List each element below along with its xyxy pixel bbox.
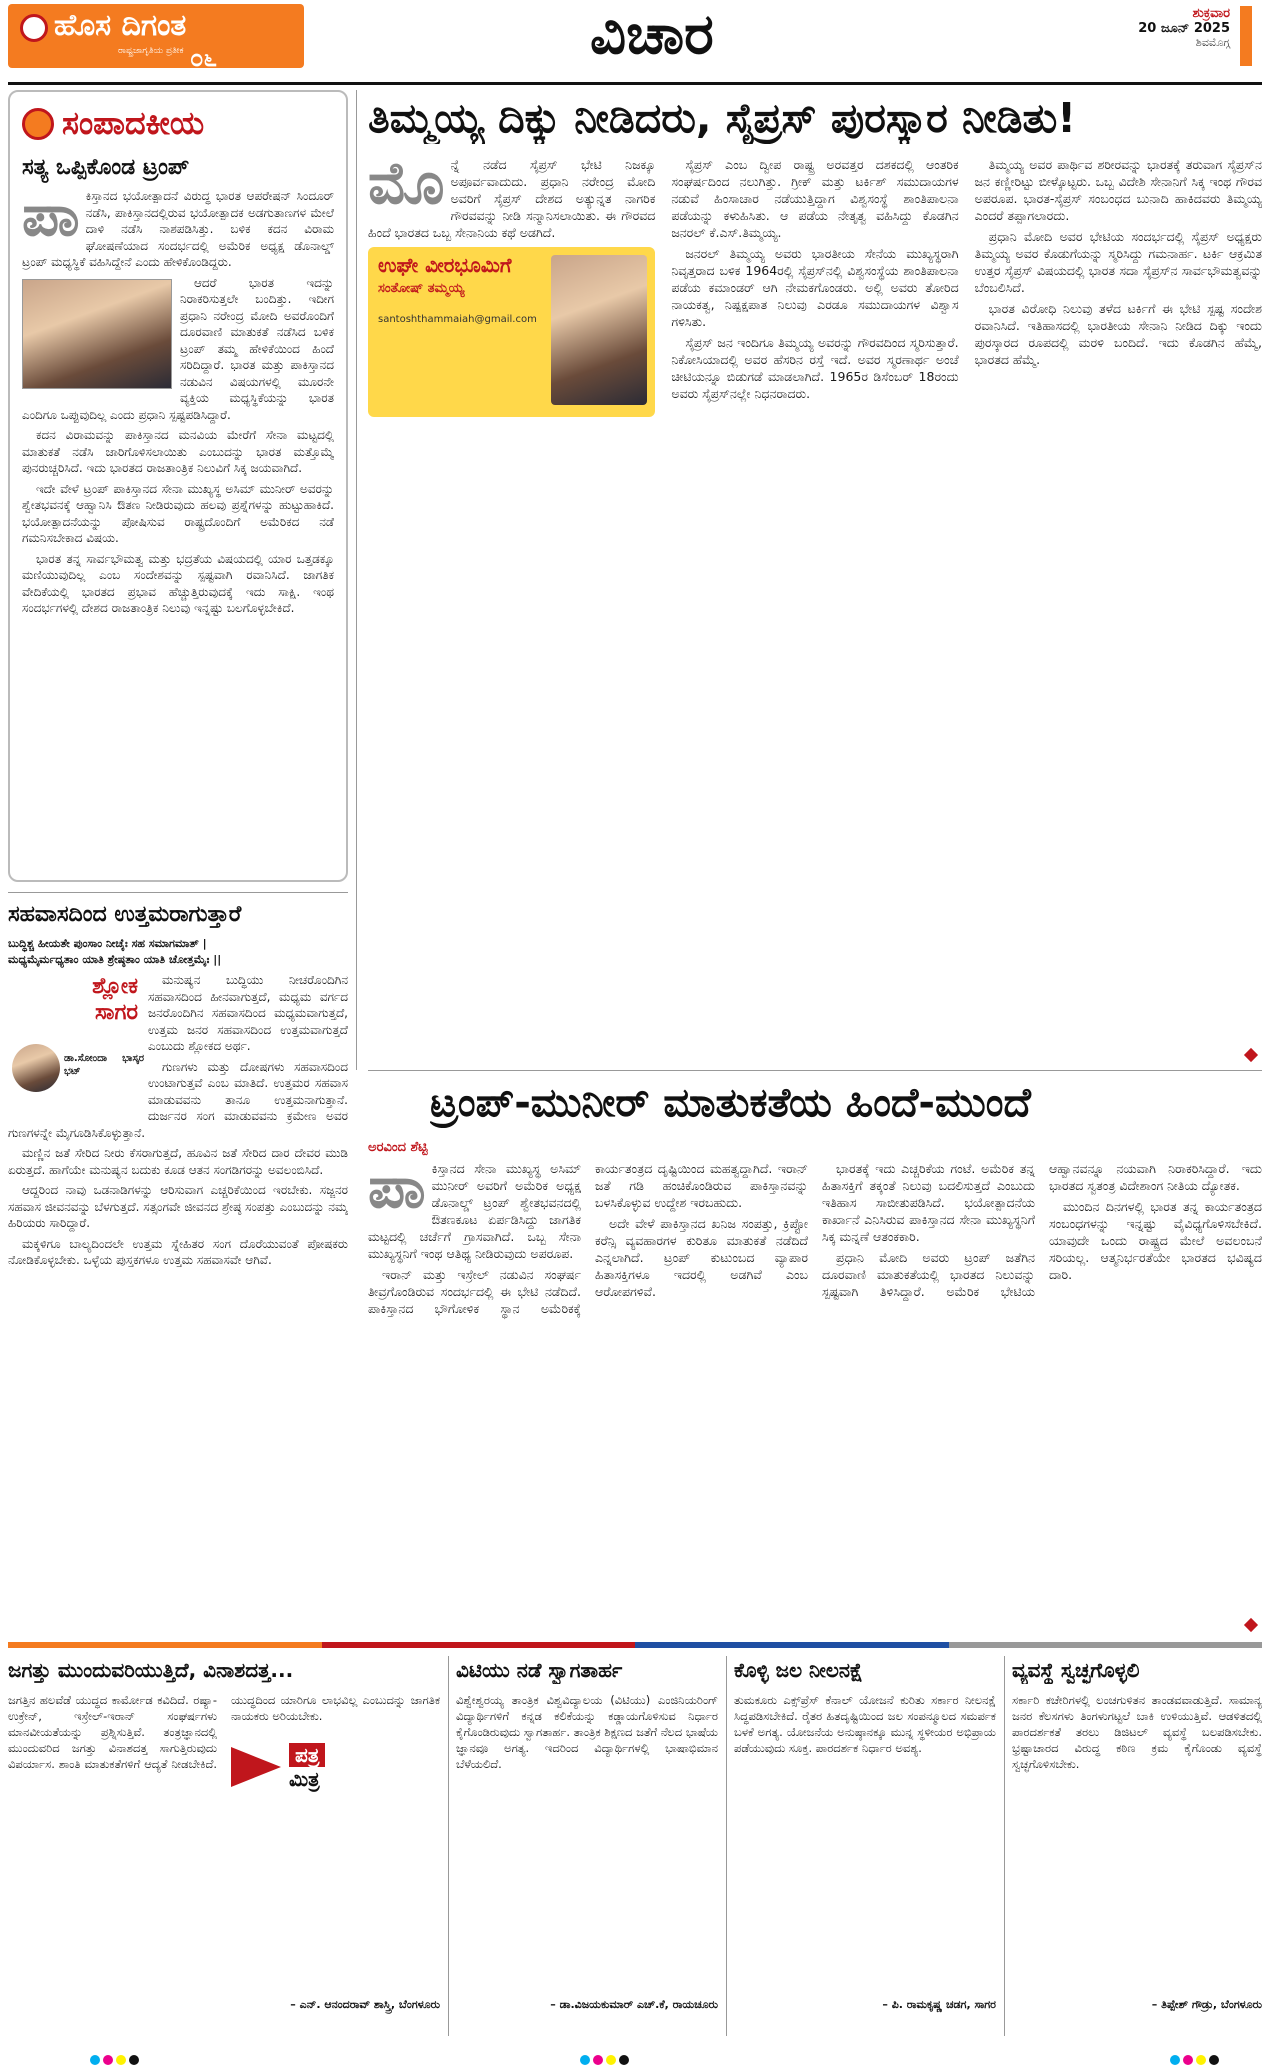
patra-label: ಪತ್ರ: [289, 1743, 325, 1767]
column-badge: [8, 974, 144, 1114]
second-paragraph: ಪ್ರಧಾನಿ ಮೋದಿ ಅವರು ಟ್ರಂಪ್ ಜತೆಗಿನ ದೂರವಾಣಿ ಮಾತುಕತೆಯಲ್ಲಿ ಭಾರತದ ನಿಲುವನ್ನು ಸ್ಪಷ್ಟವಾಗಿ ತಿಳಿಸಿದ್ದಾರೆ. ಅಮೆರಿಕ ಭೇಟಿಯ ಆಹ್ವಾನವನ್ನೂ ನಯವಾಗಿ ನಿರಾಕರಿಸಿದ್ದಾರೆ. ಇದು ಭಾರತದ ಸ್ವತಂತ್ರ ವಿದೇಶಾಂಗ ನೀತಿಯ ದ್ಯೋತಕ.: [822, 1161, 1262, 1299]
main-paragraph: ನ್ನೆ ನಡೆದ ಸೈಪ್ರಸ್ ಭೇಟಿ ನಿಜಕ್ಕೂ ಅಪೂರ್ವವಾದುದು. ಪ್ರಧಾನಿ ನರೇಂದ್ರ ಮೋದಿ ಅವರಿಗೆ ಸೈಪ್ರಸ್ ದೇಶದ ಅತ್ಯುನ್ನತ ನಾಗರಿಕ ಗೌರವವನ್ನು ನೀಡಿ ಸನ್ಮಾನಿಸಲಾಯಿತು. ಈ ಗೌರವದ ಹಿಂದೆ ಭಾರತದ ಒಬ್ಬ ಸೇನಾನಿಯ ಕಥೆ ಅಡಗಿದೆ.: [368, 157, 656, 240]
second-headline: ಟ್ರಂಪ್-ಮುನೀರ್ ಮಾತುಕತೆಯ ಹಿಂದೆ-ಮುಂದೆ: [430, 1080, 1031, 1126]
magenta-dot-icon: [103, 2055, 113, 2065]
letter-signature: – ಎನ್. ಆನಂದರಾವ್ ಶಾಸ್ತ್ರಿ, ಬೆಂಗಳೂರು: [290, 1998, 440, 2011]
main-headline: ತಿಮ್ಮಯ್ಯ ದಿಕ್ಕು ನೀಡಿದರು, ಸೈಪ್ರಸ್ ಪುರಸ್ಕಾರ ನೀಡಿತು!: [368, 94, 1076, 142]
letter-body: ಸರ್ಕಾರಿ ಕಚೇರಿಗಳಲ್ಲಿ ಲಂಚಗುಳಿತನ ತಾಂಡವವಾಡುತ್ತಿದೆ. ಸಾಮಾನ್ಯ ಜನರ ಕೆಲಸಗಳು ತಿಂಗಳುಗಟ್ಟಲೆ ಬಾಕಿ ಉಳಿಯುತ್ತಿವೆ. ಆಡಳಿತದಲ್ಲಿ ಪಾರದರ್ಶಕತೆ ತರಲು ಡಿಜಿಟಲ್ ವ್ಯವಸ್ಥೆ ಬಲಪಡಿಸಬೇಕು. ಭ್ರಷ್ಟಾಚಾರದ ವಿರುದ್ಧ ಕಠಿಣ ಕ್ರಮ ಕೈಗೊಂಡು ವ್ಯವಸ್ಥೆ ಸ್ವಚ್ಛಗೊಳಿಸಬೇಕು.: [1012, 1693, 1262, 1771]
letter-title: ವ್ಯವಸ್ಥೆ ಸ್ವಚ್ಛಗೊಳ್ಳಲಿ: [1012, 1658, 1140, 1682]
letters-top-bar: [8, 1642, 1262, 1648]
main-article-body: [368, 156, 1262, 1056]
bar-segment: [322, 1642, 636, 1648]
third-paragraph: ಗುಣಗಳು ಮತ್ತು ದೋಷಗಳು ಸಹವಾಸದಿಂದ ಉಂಟಾಗುತ್ತವೆ ಎಂಬ ಮಾತಿದೆ. ಉತ್ತಮರ ಸಹವಾಸ ಮಾಡುವವನು ತಾನೂ ಉತ್ತಮನಾಗುತ್ತಾನೆ. ದುರ್ಜನರ ಸಂಗ ಮಾಡುವವನು ಕ್ರಮೇಣ ಅವರ ಗುಣಗಳನ್ನೇ ಮೈಗೂಡಿಸಿಕೊಳ್ಳುತ್ತಾನೆ.: [8, 1059, 348, 1140]
masthead-divider: [8, 82, 1262, 85]
letter-body: ತುಮಕೂರು ಎಕ್ಸ್‌ಪ್ರೆಸ್ ಕೆನಾಲ್ ಯೋಜನೆ ಕುರಿತು ಸರ್ಕಾರ ನೀಲನಕ್ಷೆ ಸಿದ್ಧಪಡಿಸಬೇಕಿದೆ. ರೈತರ ಹಿತದೃಷ್ಟಿಯಿಂದ ಜಲ ಸಂಪನ್ಮೂಲದ ಸಮರ್ಪಕ ಬಳಕೆ ಅಗತ್ಯ. ಯೋಜನೆಯ ಅನುಷ್ಠಾನಕ್ಕೂ ಮುನ್ನ ಸ್ಥಳೀಯರ ಅಭಿಪ್ರಾಯ ಪಡೆಯುವುದು ಸೂಕ್ತ. ಪಾರದರ್ಶಕ ನಿರ್ಧಾರ ಅವಶ್ಯ.: [734, 1693, 996, 1755]
author-photo: [551, 255, 647, 405]
letter-body: ವಿಶ್ವೇಶ್ವರಯ್ಯ ತಾಂತ್ರಿಕ ವಿಶ್ವವಿದ್ಯಾಲಯ (ವಿಟಿಯು) ಎಂಜಿನಿಯರಿಂಗ್ ವಿದ್ಯಾರ್ಥಿಗಳಿಗೆ ಕನ್ನಡ ಕಲಿಕೆಯನ್ನು ಕಡ್ಡಾಯಗೊಳಿಸುವ ನಿರ್ಧಾರ ಕೈಗೊಂಡಿರುವುದು ಸ್ವಾಗತಾರ್ಹ. ತಾಂತ್ರಿಕ ಶಿಕ್ಷಣದ ಜತೆಗೆ ನೆಲದ ಭಾಷೆಯ ಜ್ಞಾನವೂ ಅಗತ್ಯ. ಇದರಿಂದ ವಿದ್ಯಾರ್ಥಿಗಳಲ್ಲಿ ಭಾಷಾಭಿಮಾನ ಬೆಳೆಯಲಿದೆ.: [456, 1693, 718, 1771]
cyan-dot-icon: [90, 2055, 100, 2065]
editorial-paragraph: ಆದರೆ ಭಾರತ ಇದನ್ನು ನಿರಾಕರಿಸುತ್ತಲೇ ಬಂದಿತ್ತು. ಇದೀಗ ಪ್ರಧಾನಿ ನರೇಂದ್ರ ಮೋದಿ ಅವರೊಂದಿಗೆ ದೂರವಾಣಿ ಮಾತುಕತೆ ನಡೆಸಿದ ಬಳಿಕ ಟ್ರಂಪ್ ತಮ್ಮ ಹೇಳಿಕೆಯಿಂದ ಹಿಂದೆ ಸರಿದಿದ್ದಾರೆ. ಭಾರತ ಮತ್ತು ಪಾಕಿಸ್ತಾನದ ನಡುವಿನ ವಿಷಯಗಳಲ್ಲಿ ಮೂರನೇ ವ್ಯಕ್ತಿಯ ಮಧ್ಯಸ್ಥಿಕೆಯನ್ನು ಭಾರತ ಎಂದಿಗೂ ಒಪ್ಪುವುದಿಲ್ಲ ಎಂದು ಪ್ರಧಾನಿ ಸ್ಪಷ್ಟಪಡಿಸಿದ್ದಾರೆ.: [22, 275, 334, 422]
page-number: ೦೬: [190, 44, 217, 72]
editorial-paragraph: ಭಾರತ ತನ್ನ ಸಾರ್ವಭೌಮತ್ವ ಮತ್ತು ಭದ್ರತೆಯ ವಿಷಯದಲ್ಲಿ ಯಾರ ಒತ್ತಡಕ್ಕೂ ಮಣಿಯುವುದಿಲ್ಲ ಎಂಬ ಸಂದೇಶವನ್ನು ಸ್ಪಷ್ಟವಾಗಿ ರವಾನಿಸಿದೆ. ಜಾಗತಿಕ ವೇದಿಕೆಯಲ್ಲಿ ಭಾರತದ ಪ್ರಭಾವ ಹೆಚ್ಚುತ್ತಿರುವುದಕ್ಕೆ ಇದು ಸಾಕ್ಷಿ. ಇಂಥ ಸಂದರ್ಭಗಳಲ್ಲಿ ದೇಶದ ರಾಜತಾಂತ್ರಿಕ ನಿಲುವು ಇನ್ನಷ್ಟು ಬಲಗೊಳ್ಳಬೇಕಿದೆ.: [22, 551, 334, 615]
logo-emblem-icon: [20, 14, 48, 42]
issue-city: ಶಿವಮೊಗ್ಗ: [1195, 36, 1230, 49]
patra-mitra-label: [289, 1743, 325, 1791]
paper-tagline: ರಾಷ್ಟ್ರಜಾಗೃತಿಯ ಪ್ರತೀಕ: [118, 46, 184, 56]
issue-day: ಶುಕ್ರವಾರ: [1192, 6, 1230, 21]
second-paragraph: ಮುಂದಿನ ದಿನಗಳಲ್ಲಿ ಭಾರತ ತನ್ನ ಕಾರ್ಯತಂತ್ರದ ಸಂಬಂಧಗಳನ್ನು ಇನ್ನಷ್ಟು ವೈವಿಧ್ಯಗೊಳಿಸಬೇಕಿದೆ. ಯಾವುದೇ ಒಂದು ರಾಷ್ಟ್ರದ ಮೇಲೆ ಅವಲಂಬನೆ ಸರಿಯಲ್ಲ. ಆತ್ಮನಿರ್ಭರತೆಯೇ ಭಾರತದ ಭವಿಷ್ಯದ ದಾರಿ.: [1049, 1199, 1262, 1282]
paper-plane-icon: [231, 1747, 281, 1787]
editorial-dropcap: ಪಾ: [22, 188, 80, 249]
column-name: ಶ್ಲೋಕ ಸಾಗರ: [92, 974, 138, 1025]
yellow-dot-icon: [606, 2055, 616, 2065]
column-name: ಉಘೇ ವೀರಭೂಮಿಗೆ: [378, 253, 512, 277]
issue-info: [1070, 6, 1230, 50]
main-dropcap: ಮೊ: [368, 156, 445, 217]
main-paragraph: ಸೈಪ್ರಸ್ ಎಂಬ ದ್ವೀಪ ರಾಷ್ಟ್ರ ಅರವತ್ತರ ದಶಕದಲ್ಲಿ ಆಂತರಿಕ ಸಂಘರ್ಷದಿಂದ ನಲುಗಿತ್ತು. ಗ್ರೀಕ್ ಮತ್ತು ಟರ್ಕಿಶ್ ಸಮುದಾಯಗಳ ನಡುವೆ ಹಿಂಸಾಚಾರ ನಡೆಯುತ್ತಿದ್ದಾಗ ವಿಶ್ವಸಂಸ್ಥೆ ಶಾಂತಿಪಾಲನಾ ಪಡೆಯನ್ನು ಕಳುಹಿಸಿತು. ಆ ಪಡೆಯ ನೇತೃತ್ವ ವಹಿಸಿದ್ದು ಕೊಡಗಿನ ಜನರಲ್ ಕೆ.ಎಸ್.ತಿಮ್ಮಯ್ಯ.: [671, 157, 959, 240]
letter-signature: – ಡಾ.ವಿಜಯಕುಮಾರ್ ಎಚ್.ಕೆ, ರಾಯಚೂರು: [550, 1998, 718, 2011]
section-title: ವಿಚಾರ: [590, 2, 714, 67]
letter-signature: – ಪಿ. ರಾಮಕೃಷ್ಣ ಚಡಗ, ಸಾಗರ: [882, 1998, 996, 2011]
issue-date: 20 ಜೂನ್ 2025: [1138, 21, 1230, 36]
main-paragraph: ಪ್ರಧಾನಿ ಮೋದಿ ಅವರ ಭೇಟಿಯ ಸಂದರ್ಭದಲ್ಲಿ ಸೈಪ್ರಸ್ ಅಧ್ಯಕ್ಷರು ತಿಮ್ಮಯ್ಯ ಅವರ ಕೊಡುಗೆಯನ್ನು ಸ್ಮರಿಸಿದ್ದು ಗಮನಾರ್ಹ. ಟರ್ಕಿ ಆಕ್ರಮಿತ ಉತ್ತರ ಸೈಪ್ರಸ್ ವಿಷಯದಲ್ಲಿ ಭಾರತ ಸದಾ ಸೈಪ್ರಸ್‌ನ ಸಾರ್ವಭೌಮತ್ವವನ್ನು ಬೆಂಬಲಿಸಿದೆ.: [974, 229, 1262, 295]
third-paragraph: ಮಕ್ಕಳಿಗೂ ಬಾಲ್ಯದಿಂದಲೇ ಉತ್ತಮ ಸ್ನೇಹಿತರ ಸಂಗ ದೊರೆಯುವಂತೆ ಪೋಷಕರು ನೋಡಿಕೊಳ್ಳಬೇಕು. ಒಳ್ಳೆಯ ಪುಸ್ತಕಗಳೂ ಉತ್ತಮ ಸಹವಾಸವೇ ಆಗಿವೆ.: [8, 1236, 348, 1267]
second-paragraph: ಕಿಸ್ತಾನದ ಸೇನಾ ಮುಖ್ಯಸ್ಥ ಅಸಿಮ್ ಮುನೀರ್ ಅವರಿಗೆ ಅಮೆರಿಕ ಅಧ್ಯಕ್ಷ ಡೊನಾಲ್ಡ್ ಟ್ರಂಪ್ ಶ್ವೇತಭವನದಲ್ಲಿ ಔತಣಕೂಟ ಏರ್ಪಡಿಸಿದ್ದು ಜಾಗತಿಕ ಮಟ್ಟದಲ್ಲಿ ಚರ್ಚೆಗೆ ಗ್ರಾಸವಾಗಿದೆ. ಒಬ್ಬ ಸೇನಾ ಮುಖ್ಯಸ್ಥನಿಗೆ ಇಂಥ ಆತಿಥ್ಯ ನೀಡಿರುವುದು ಅಪರೂಪ.: [368, 1161, 581, 1261]
author-box: [368, 247, 655, 417]
masthead: [0, 0, 1270, 76]
letters-divider: [1004, 1656, 1005, 2036]
column-divider: [356, 90, 357, 1070]
columnist-name: ಡಾ.ಸೋಂದಾ ಭಾಸ್ಕರ ಭಟ್: [64, 1053, 144, 1077]
section-divider: [368, 1070, 1262, 1071]
main-paragraph: ಭಾರತ ವಿರೋಧಿ ನಿಲುವು ತಳೆದ ಟರ್ಕಿಗೆ ಈ ಭೇಟಿ ಸ್ಪಷ್ಟ ಸಂದೇಶ ರವಾನಿಸಿದೆ. ಇತಿಹಾಸದಲ್ಲಿ ಭಾರತೀಯ ಸೇನಾನಿ ನೀಡಿದ ದಿಕ್ಕು ಇಂದು ಪುರಸ್ಕಾರದ ರೂಪದಲ್ಲಿ ಮರಳಿ ಬಂದಿದೆ. ಇದು ಕೊಡಗಿನ ಹೆಮ್ಮೆ, ಭಾರತದ ಹೆಮ್ಮೆ.: [974, 301, 1262, 367]
second-paragraph: ಅದೇ ವೇಳೆ ಪಾಕಿಸ್ತಾನದ ಖನಿಜ ಸಂಪತ್ತು, ಕ್ರಿಪ್ಟೋ ಕರೆನ್ಸಿ ವ್ಯವಹಾರಗಳ ಕುರಿತೂ ಮಾತುಕತೆ ನಡೆದಿದೆ ಎನ್ನಲಾಗಿದೆ. ಟ್ರಂಪ್ ಕುಟುಂಬದ ವ್ಯಾಪಾರ ಹಿತಾಸಕ್ತಿಗಳೂ ಇದರಲ್ಲಿ ಅಡಗಿವೆ ಎಂಬ ಆರೋಪಗಳಿವೆ.: [595, 1216, 808, 1299]
second-paragraph: ಇರಾನ್ ಮತ್ತು ಇಸ್ರೇಲ್ ನಡುವಿನ ಸಂಘರ್ಷ ತೀವ್ರಗೊಂಡಿರುವ ಸಂದರ್ಭದಲ್ಲಿ ಈ ಭೇಟಿ ನಡೆದಿದೆ. ಪಾಕಿಸ್ತಾನದ ಭೌಗೋಳಿಕ ಸ್ಥಾನ ಅಮೆರಿಕಕ್ಕೆ ಕಾರ್ಯತಂತ್ರದ ದೃಷ್ಟಿಯಿಂದ ಮಹತ್ವದ್ದಾಗಿದೆ. ಇರಾನ್ ಜತೆ ಗಡಿ ಹಂಚಿಕೊಂಡಿರುವ ಪಾಕಿಸ್ತಾನವನ್ನು ಬಳಸಿಕೊಳ್ಳುವ ಉದ್ದೇಶ ಇರಬಹುದು.: [368, 1161, 808, 1316]
letter-title: ಜಗತ್ತು ಮುಂದುವರಿಯುತ್ತಿದೆ, ವಿನಾಶದತ್ತ...: [8, 1658, 294, 1682]
shloka-intro: [8, 936, 348, 968]
bar-segment: [635, 1642, 949, 1648]
editorial-box: [8, 90, 348, 882]
trump-photo: [22, 279, 172, 389]
registration-marks: [580, 2050, 632, 2068]
second-dropcap: ಪಾ: [368, 1160, 426, 1221]
black-dot-icon: [1209, 2055, 1219, 2065]
third-paragraph: ಮನುಷ್ಯನ ಬುದ್ಧಿಯು ನೀಚರೊಂದಿಗಿನ ಸಹವಾಸದಿಂದ ಹೀನವಾಗುತ್ತದೆ, ಮಧ್ಯಮ ವರ್ಗದ ಜನರೊಂದಿಗಿನ ಸಹವಾಸದಿಂದ ಮಧ್ಯಮವಾಗುತ್ತದೆ, ಉತ್ತಮ ಜನರ ಸಹವಾಸದಿಂದ ಉತ್ತಮವಾಗುತ್ತದೆ ಎಂಬುದು ಶ್ಲೋಕದ ಅರ್ಥ.: [148, 973, 348, 1053]
letters-divider: [448, 1656, 449, 2036]
shloka-line: ಮಧ್ಯಮೈರ್ಮಧ್ಯತಾಂ ಯಾತಿ ಶ್ರೇಷ್ಠತಾಂ ಯಾತಿ ಚೋತ್ತಮೈಃ ||: [8, 953, 222, 966]
bar-segment: [8, 1642, 322, 1648]
cyan-dot-icon: [1170, 2055, 1180, 2065]
letter-signature: – ತಿಪ್ಪೇಶ್ ಗೌಡ್ರು, ಬೆಂಗಳೂರು: [1151, 1998, 1262, 2011]
second-article-body: [368, 1160, 1262, 1630]
editorial-label-row: [22, 104, 334, 143]
third-paragraph: ಮಣ್ಣಿನ ಜತೆ ಸೇರಿದ ನೀರು ಕೆಸರಾಗುತ್ತದೆ, ಹೂವಿನ ಜತೆ ಸೇರಿದ ದಾರ ದೇವರ ಮುಡಿ ಏರುತ್ತದೆ. ಹಾಗೆಯೇ ಮನುಷ್ಯನ ಬದುಕು ಕೂಡ ಆತನ ಸಂಗಡಿಗರನ್ನು ಅವಲಂಬಿಸಿದೆ.: [8, 1146, 348, 1177]
second-byline: ಅರವಿಂದ ಶೆಟ್ಟಿ: [368, 1140, 428, 1155]
second-paragraph: ಭಾರತಕ್ಕೆ ಇದು ಎಚ್ಚರಿಕೆಯ ಗಂಟೆ. ಅಮೆರಿಕ ತನ್ನ ಹಿತಾಸಕ್ತಿಗೆ ತಕ್ಕಂತೆ ನಿಲುವು ಬದಲಿಸುತ್ತದೆ ಎಂಬುದು ಇತಿಹಾಸ ಸಾಬೀತುಪಡಿಸಿದೆ. ಭಯೋತ್ಪಾದನೆಯ ಕಾರ್ಖಾನೆ ಎನಿಸಿರುವ ಪಾಕಿಸ್ತಾನದ ಸೇನಾ ಮುಖ್ಯಸ್ಥನಿಗೆ ಸಿಕ್ಕ ಮನ್ನಣೆ ಆತಂಕಕಾರಿ.: [822, 1161, 1035, 1244]
mitra-label: ಮಿತ್ರ: [289, 1767, 320, 1791]
editorial-paragraph: ಕಿಸ್ತಾನದ ಭಯೋತ್ಪಾದನೆ ವಿರುದ್ಧ ಭಾರತ ಆಪರೇಷನ್ ಸಿಂದೂರ್ ನಡೆಸಿ, ಪಾಕಿಸ್ತಾನದಲ್ಲಿರುವ ಭಯೋತ್ಪಾದಕ ಅಡಗುತಾಣಗಳ ಮೇಲೆ ದಾಳಿ ನಡೆಸಿ ನಾಶಪಡಿಸಿತ್ತು. ಬಳಿಕ ಕದನ ವಿರಾಮ ಘೋಷಣೆಯಾದ ಸಂದರ್ಭದಲ್ಲಿ ಅಮೆರಿಕ ಅಧ್ಯಕ್ಷ ಡೊನಾಲ್ಡ್ ಟ್ರಂಪ್ ಮಧ್ಯಸ್ಥಿಕೆ ವಹಿಸಿದ್ದೇನೆ ಎಂದು ಹೇಳಿಕೊಂಡಿದ್ದರು.: [22, 189, 334, 269]
letter-text: ಜಗತ್ತಿನ ಹಲವೆಡೆ ಯುದ್ಧದ ಕಾರ್ಮೋಡ ಕವಿದಿದೆ. ರಷ್ಯಾ-ಉಕ್ರೇನ್, ಇಸ್ರೇಲ್-ಇರಾನ್ ಸಂಘರ್ಷಗಳು ಮಾನವೀಯತೆಯನ್ನು ಪ್ರಶ್ನಿಸುತ್ತಿವೆ. ತಂತ್ರಜ್ಞಾನದಲ್ಲಿ ಮುಂದುವರಿದ ಜಗತ್ತು ವಿನಾಶದತ್ತ ಸಾಗುತ್ತಿರುವುದು ವಿಪರ್ಯಾಸ. ಶಾಂತಿ ಮಾತುಕತೆಗಳಿಗೆ ಆದ್ಯತೆ ನೀಡಬೇಕಿದೆ. ಯುದ್ಧದಿಂದ ಯಾರಿಗೂ ಲಾಭವಿಲ್ಲ ಎಂಬುದನ್ನು ಜಾಗತಿಕ ನಾಯಕರು ಅರಿಯಬೇಕು.: [8, 1693, 440, 1771]
editorial-label: ಸಂಪಾದಕೀಯ: [62, 104, 205, 142]
editorial-paragraph: ಇದೇ ವೇಳೆ ಟ್ರಂಪ್ ಪಾಕಿಸ್ತಾನದ ಸೇನಾ ಮುಖ್ಯಸ್ಥ ಅಸಿಮ್ ಮುನೀರ್ ಅವರನ್ನು ಶ್ವೇತಭವನಕ್ಕೆ ಆಹ್ವಾನಿಸಿ ಔತಣ ನೀಡಿರುವುದು ಹಲವು ಪ್ರಶ್ನೆಗಳನ್ನು ಹುಟ್ಟುಹಾಕಿದೆ. ಭಯೋತ್ಪಾದನೆಯನ್ನು ಪೋಷಿಸುವ ರಾಷ್ಟ್ರದೊಂದಿಗೆ ಅಮೆರಿಕದ ನಡೆ ಗಮನಿಸಬೇಕಾದ ವಿಷಯ.: [22, 481, 334, 545]
author-email: santoshthammaiah@gmail.com: [378, 314, 537, 325]
magenta-dot-icon: [593, 2055, 603, 2065]
paper-name: ಹೊಸ ದಿಗಂತ: [54, 8, 187, 43]
registration-marks: [1170, 2050, 1222, 2068]
letter-item: [734, 1656, 996, 2036]
editorial-title: ಸತ್ಯ ಒಪ್ಪಿಕೊಂಡ ಟ್ರಂಪ್: [22, 155, 190, 180]
paper-logo: [8, 4, 304, 68]
black-dot-icon: [129, 2055, 139, 2065]
letter-item: [8, 1656, 440, 2036]
letters-divider: [726, 1656, 727, 2036]
letter-title: ಕೊಳ್ಳಿ ಜಲ ನೀಲನಕ್ಷೆ: [734, 1658, 863, 1682]
third-article-body: [8, 972, 348, 1582]
registration-marks: [90, 2050, 142, 2068]
section-divider: [8, 892, 348, 893]
main-paragraph: ಸೈಪ್ರಸ್ ಜನ ಇಂದಿಗೂ ತಿಮ್ಮಯ್ಯ ಅವರನ್ನು ಗೌರವದಿಂದ ಸ್ಮರಿಸುತ್ತಾರೆ. ನಿಕೋಸಿಯಾದಲ್ಲಿ ಅವರ ಹೆಸರಿನ ರಸ್ತೆ ಇದೆ. ಅವರ ಸ್ಮರಣಾರ್ಥ ಅಂಚೆ ಚೀಟಿಯನ್ನೂ ಬಿಡುಗಡೆ ಮಾಡಲಾಗಿದೆ. 1965ರ ಡಿಸೆಂಬರ್ 18ರಂದು ಅವರು ಸೈಪ್ರಸ್‌ನಲ್ಲೇ ನಿಧನರಾದರು.: [671, 335, 959, 401]
cyan-dot-icon: [580, 2055, 590, 2065]
masthead-stripe: [1240, 6, 1252, 66]
third-paragraph: ಆದ್ದರಿಂದ ನಾವು ಒಡನಾಡಿಗಳನ್ನು ಆರಿಸುವಾಗ ಎಚ್ಚರಿಕೆಯಿಂದ ಇರಬೇಕು. ಸಜ್ಜನರ ಸಹವಾಸ ಜೀವನವನ್ನು ಬೆಳಗುತ್ತದೆ. ಸತ್ಸಂಗವೇ ಜೀವನದ ಶ್ರೇಷ್ಠ ಸಂಪತ್ತು ಎಂಬುದನ್ನು ನಮ್ಮ ಹಿರಿಯರು ಸಾರಿದ್ದಾರೆ.: [8, 1183, 348, 1230]
main-paragraph: ತಿಮ್ಮಯ್ಯ ಅವರ ಪಾರ್ಥಿವ ಶರೀರವನ್ನು ಭಾರತಕ್ಕೆ ತರುವಾಗ ಸೈಪ್ರಸ್‌ನ ಜನ ಕಣ್ಣೀರಿಟ್ಟು ಬೀಳ್ಕೊಟ್ಟರು. ಒಬ್ಬ ವಿದೇಶಿ ಸೇನಾನಿಗೆ ಸಿಕ್ಕ ಇಂಥ ಗೌರವ ಅಪರೂಪ. ಭಾರತ-ಸೈಪ್ರಸ್ ಸಂಬಂಧದ ಬುನಾದಿ ಹಾಕಿದವರು ತಿಮ್ಮಯ್ಯ ಎಂದರೆ ತಪ್ಪಾಗಲಾರದು.: [974, 157, 1262, 223]
patra-mitra-badge: [231, 1732, 440, 1802]
letter-title: ವಿಟಿಯು ನಡೆ ಸ್ವಾಗತಾರ್ಹ: [456, 1658, 623, 1682]
editorial-paragraph: ಕದನ ವಿರಾಮವನ್ನು ಪಾಕಿಸ್ತಾನದ ಮನವಿಯ ಮೇರೆಗೆ ಸೇನಾ ಮಟ್ಟದಲ್ಲಿ ಮಾತುಕತೆ ನಡೆಸಿ ಜಾರಿಗೊಳಿಸಲಾಯಿತು ಎಂಬುದನ್ನು ಭಾರತ ಮತ್ತೊಮ್ಮೆ ಪುನರುಚ್ಚರಿಸಿದೆ. ಇದು ಭಾರತದ ರಾಜತಾಂತ್ರಿಕ ನಿಲುವಿಗೆ ಸಿಕ್ಕ ಜಯವಾಗಿದೆ.: [22, 428, 334, 475]
bar-segment: [949, 1642, 1263, 1648]
yellow-dot-icon: [116, 2055, 126, 2065]
editorial-emblem-icon: [22, 108, 54, 140]
black-dot-icon: [619, 2055, 629, 2065]
yellow-dot-icon: [1196, 2055, 1206, 2065]
third-headline: ಸಹವಾಸದಿಂದ ಉತ್ತಮರಾಗುತ್ತಾರೆ: [8, 902, 242, 927]
magenta-dot-icon: [1183, 2055, 1193, 2065]
letter-body: [8, 1692, 440, 1992]
shloka-line: ಬುದ್ಧಿಶ್ಚ ಹೀಯತೇ ಪುಂಸಾಂ ನೀಚೈಃ ಸಹ ಸಮಾಗಮಾತ್ |: [8, 937, 207, 950]
letter-item: [456, 1656, 718, 2036]
editorial-body: [22, 188, 334, 868]
main-paragraph: ಜನರಲ್ ತಿಮ್ಮಯ್ಯ ಅವರು ಭಾರತೀಯ ಸೇನೆಯ ಮುಖ್ಯಸ್ಥರಾಗಿ ನಿವೃತ್ತರಾದ ಬಳಿಕ 1964ರಲ್ಲಿ ಸೈಪ್ರಸ್‌ನಲ್ಲಿ ವಿಶ್ವಸಂಸ್ಥೆಯ ಶಾಂತಿಪಾಲನಾ ಪಡೆಯ ಕಮಾಂಡರ್ ಆಗಿ ನೇಮಕಗೊಂಡರು. ಅಲ್ಲಿ ಅವರು ತೋರಿದ ನಾಯಕತ್ವ, ನಿಷ್ಪಕ್ಷಪಾತ ನಿಲುವು ಎರಡೂ ಸಮುದಾಯಗಳ ವಿಶ್ವಾಸ ಗಳಿಸಿತು.: [671, 246, 959, 329]
author-name: ಸಂತೋಷ್ ತಮ್ಮಯ್ಯ: [378, 281, 465, 296]
columnist-photo: [12, 1044, 60, 1092]
letter-item: [1012, 1656, 1262, 2036]
